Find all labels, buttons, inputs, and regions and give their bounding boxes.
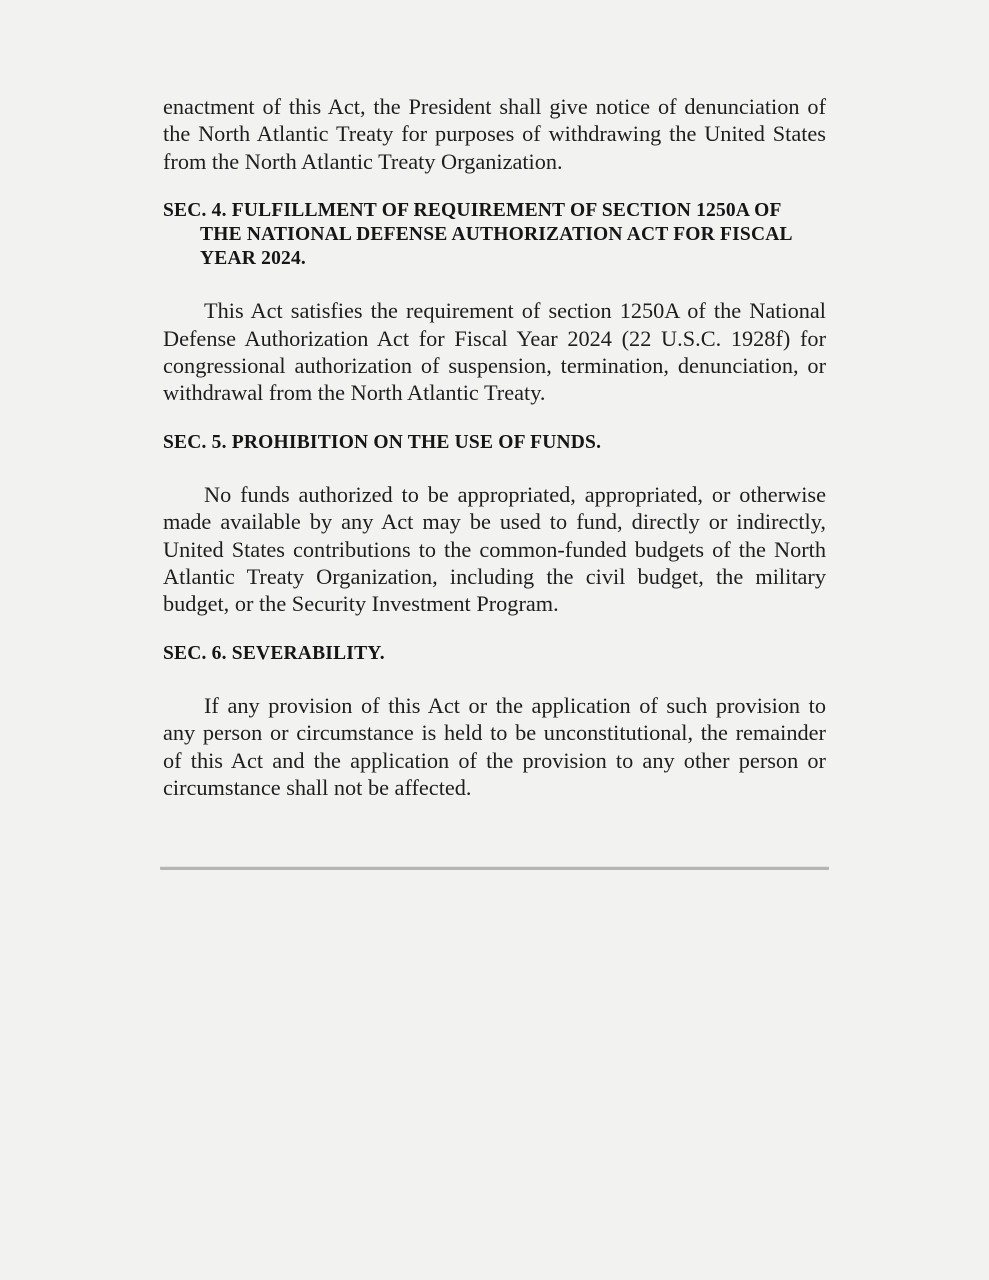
section-4-heading: SEC. 4. FULFILLMENT OF REQUIREMENT OF SECTION 1250A OF THE NATIONAL DEFENSE AUTHORIZATION ACT FOR FISCAL YEAR 2024.: [163, 200, 792, 270]
section-5-paragraph: No funds authorized to be appropriated, appropriated, or otherwise made available by any Act may be used to fund, directly or indirectly, United States contributions to the common-funded budgets of the North Atlantic Treaty Organization, including the civil budget, the military budget, or the Security Investment Program.: [163, 481, 826, 617]
page-footer-divider: [160, 866, 829, 870]
document-body: [163, 93, 826, 870]
section-4-paragraph: This Act satisfies the requirement of section 1250A of the National Defense Authorization Act for Fiscal Year 2024 (22 U.S.C. 1928f) for congressional authorization of suspension, termination, denunciation, or withdrawal from the North Atlantic Treaty.: [163, 298, 826, 406]
section-6-paragraph: If any provision of this Act or the application of such provision to any person or circumstance is held to be unconstitutional, the remainder of this Act and the application of the provision to any other person or circumstance shall not be affected.: [163, 692, 826, 801]
continuation-paragraph: enactment of this Act, the President shall give notice of denunciation of the North Atlantic Treaty for purposes of withdrawing the United States from the North Atlantic Treaty Organization.: [163, 94, 826, 174]
section-5-heading: SEC. 5. PROHIBITION ON THE USE OF FUNDS.: [163, 431, 602, 453]
section-6-heading: SEC. 6. SEVERABILITY.: [163, 642, 385, 664]
